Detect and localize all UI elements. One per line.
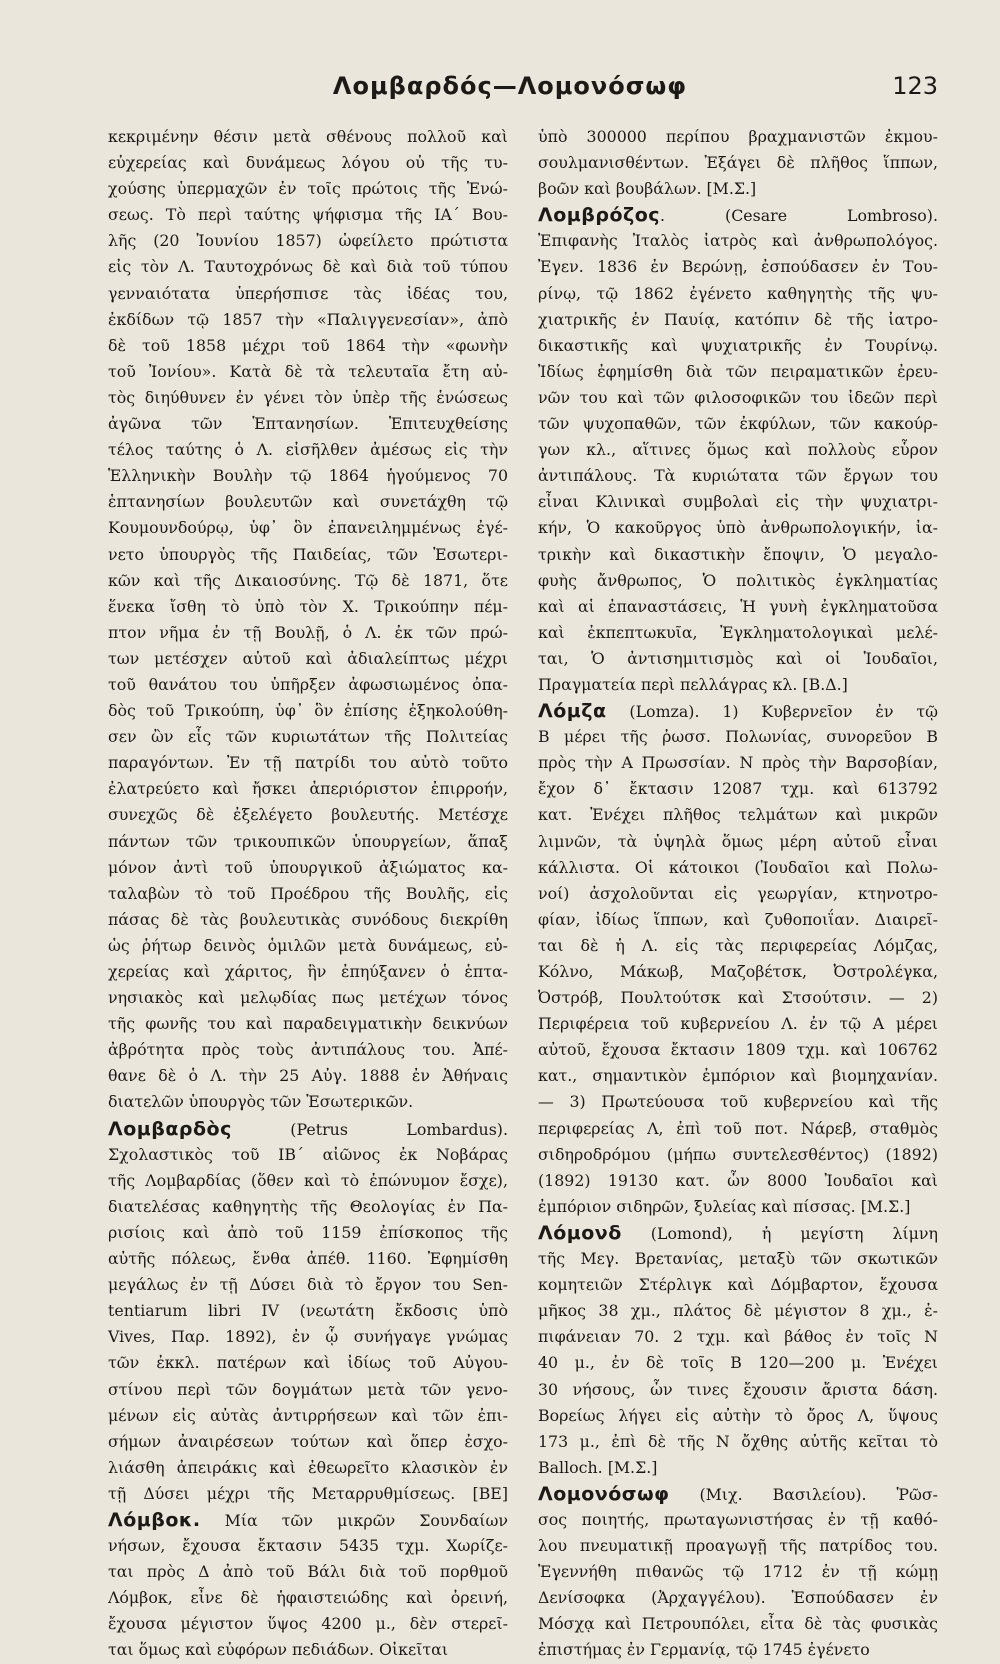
line-text: κάλλιστα. Οἱ κάτοικοι (Ἰουδαῖοι καὶ Πολω- bbox=[538, 857, 938, 877]
line-text: ται ὅμως καὶ εὐφόρων πεδιάδων. Οἰκεῖται bbox=[108, 1640, 449, 1660]
text-line bbox=[538, 1298, 938, 1324]
text-line bbox=[538, 620, 938, 646]
text-line bbox=[108, 855, 508, 881]
line-text: γων κλ., αἵτινες ὅμως καὶ πολλοὺς εὗρον bbox=[538, 440, 938, 460]
text-line bbox=[538, 1611, 938, 1637]
text-line bbox=[538, 594, 938, 620]
line-text: τοῦ Ἰονίου». Κατὰ δὲ τὰ τελευταῖα ἔτη αὐ- bbox=[108, 361, 508, 381]
text-line bbox=[108, 1455, 508, 1481]
text-line bbox=[108, 1142, 508, 1168]
text-line bbox=[108, 359, 508, 385]
line-text: δὸς τοῦ Τρικούπη, ὑφ᾽ ὃν ἐπίσης ἐξηκολούθη- bbox=[108, 701, 508, 721]
line-text: πάντων τῶν τρικουπικῶν ὑπουργείων, ἅπαξ bbox=[108, 831, 508, 851]
text-line bbox=[108, 515, 508, 541]
text-line bbox=[538, 933, 938, 959]
line-text: νετο ὑπουργὸς τῆς Παιδείας, τῶν Ἐσωτερι- bbox=[108, 544, 508, 564]
text-line bbox=[538, 672, 938, 698]
text-line bbox=[108, 1298, 508, 1324]
line-text: (Lomond), ἡ μεγίστη λίμνη bbox=[621, 1223, 938, 1243]
line-text: 40 μ., ἐν δὲ τοῖς Β 120—200 μ. Ἐνέχει bbox=[538, 1353, 938, 1373]
line-text: Vives, Παρ. 1892), ἐν ᾧ συνήγαγε γνώμας bbox=[108, 1327, 508, 1347]
text-line bbox=[538, 907, 938, 933]
text-line bbox=[538, 1272, 938, 1298]
line-text: Β μέρει τῆς ῥωσσ. Πολωνίας, συνορεῦον Β bbox=[538, 727, 938, 747]
line-text: Balloch. [Μ.Σ.] bbox=[538, 1457, 658, 1477]
left-column bbox=[108, 124, 508, 1664]
text-line bbox=[538, 568, 938, 594]
text-line bbox=[538, 411, 938, 437]
text-line bbox=[538, 1037, 938, 1063]
text-line bbox=[108, 750, 508, 776]
line-text: μεγάλως ἐν τῇ Δύσει διὰ τὸ ἔργον του Sen- bbox=[108, 1275, 508, 1295]
line-text: Ἑλληνικὴν Βουλὴν τῷ 1864 ἡγούμενος 70 bbox=[108, 466, 508, 486]
text-line bbox=[108, 1089, 508, 1115]
line-text: μένων εἰς αὐτὰς ἀντιρρήσεων καὶ τῶν ἐπι- bbox=[108, 1405, 508, 1425]
line-text: καὶ αἱ ἐπαναστάσεις, Ἡ γυνὴ ἐγκληματοῦσα bbox=[538, 596, 938, 616]
text-line bbox=[108, 437, 508, 463]
line-text: Σχολαστικὸς τοῦ ΙΒ΄ αἰῶνος ἐκ Νοβάρας bbox=[108, 1144, 508, 1164]
line-text: τέλος ταύτης ὁ Λ. εἰσῆλθεν ἀμέσως εἰς τὴν bbox=[108, 440, 508, 460]
text-line bbox=[108, 1194, 508, 1220]
line-text: Ἐγεννήθη πιθανῶς τῷ 1712 ἐν τῇ κώμῃ bbox=[538, 1562, 938, 1582]
line-text: μῆκος 38 χμ., πλάτος δὲ μέγιστον 8 χμ., ἐ- bbox=[538, 1301, 938, 1321]
text-line bbox=[538, 1011, 938, 1037]
line-text: νοί) ἀσχολοῦνται εἰς γεωργίαν, κτηνοτρο- bbox=[538, 883, 938, 903]
line-text: σος ποιητής, πρωταγωνιστήσας ἐν τῇ καθό- bbox=[538, 1509, 938, 1529]
line-text: εἶναι Κλινικαὶ συμβολαὶ εἰς τὴν ψυχιατρι- bbox=[538, 492, 938, 512]
line-text: (Petrus Lombardus). bbox=[231, 1119, 508, 1139]
line-text: Λόμβοκ, εἶνε δὲ ἡφαιστειώδης καὶ ὀρεινή, bbox=[108, 1588, 508, 1608]
text-line bbox=[538, 1377, 938, 1403]
line-text: ρίνῳ, τῷ 1862 ἐγένετο καθηγητὴς τῆς ψυ- bbox=[538, 283, 938, 303]
line-text: χούσης ὑπερμαχῶν ἐν τοῖς πρώτοις τῆς Ἑνώ- bbox=[108, 179, 508, 199]
line-text: πάσας δὲ τὰς βουλευτικὰς συνόδους διεκρίθη bbox=[108, 909, 508, 929]
text-line bbox=[538, 542, 938, 568]
line-text: χιατρικῆς ἐν Παυίᾳ, κατόπιν δὲ τῆς ἰατρο- bbox=[538, 309, 938, 329]
line-text: ἐμπόριον σιδηρῶν, ξυλείας καὶ πίσσας. [Μ.Σ.] bbox=[538, 1196, 911, 1216]
text-line bbox=[538, 176, 938, 202]
text-line bbox=[108, 1559, 508, 1585]
line-text: Πραγματεία περὶ πελλάγρας κλ. [Β.Δ.] bbox=[538, 674, 848, 694]
line-text: βοῶν καὶ βουβάλων. [Μ.Σ.] bbox=[538, 179, 757, 199]
line-text: 173 μ., ἐπὶ δὲ τῆς Ν ὄχθης αὐτῆς κεῖται τὸ bbox=[538, 1431, 938, 1451]
line-text: θανε δὲ ὁ Λ. τὴν 25 Αὐγ. 1888 ἐν Ἀθήναις bbox=[108, 1066, 508, 1086]
line-text: ἔχουσα μέγιστον ὕψος 4200 μ., δὲν στερεῖ- bbox=[108, 1614, 508, 1634]
text-line bbox=[108, 1507, 508, 1533]
text-line bbox=[108, 594, 508, 620]
line-text: πρὸς τὴν Α Πρωσσίαν. Ν πρὸς τὴν Βαρσοβίαν, bbox=[538, 753, 938, 773]
text-line bbox=[108, 698, 508, 724]
text-line bbox=[108, 672, 508, 698]
text-line bbox=[108, 568, 508, 594]
text-line bbox=[538, 1324, 938, 1350]
line-text: φυὴς ἄνθρωπος, Ὁ πολιτικὸς ἐγκληματίας bbox=[538, 570, 938, 590]
line-text: σιδηροδρόμου (μήπω συντελεσθέντος) (1892) bbox=[538, 1144, 938, 1164]
text-line bbox=[108, 1585, 508, 1611]
text-line bbox=[108, 1272, 508, 1298]
text-line bbox=[538, 1559, 938, 1585]
right-column bbox=[538, 124, 938, 1664]
entry-headword: Λόμονδ bbox=[538, 1221, 622, 1244]
text-line bbox=[538, 1455, 938, 1481]
line-text: σουλμανισθέντων. Ἐξάγει δὲ πλῆθος ἵππων, bbox=[538, 153, 938, 173]
entry-headword: Λόμζα bbox=[538, 700, 607, 723]
line-text: σεως. Τὸ περὶ ταύτης ψήφισμα τῆς ΙΑ΄ Βου- bbox=[108, 205, 508, 225]
entry-headword: Λομονόσωφ bbox=[538, 1482, 670, 1505]
entry-headword: Λομβαρδὸς bbox=[108, 1117, 232, 1140]
text-line bbox=[538, 1220, 938, 1246]
text-line bbox=[108, 881, 508, 907]
line-text: κομητειῶν Στέρλιγκ καὶ Δόμβαρτον, ἔχουσα bbox=[538, 1275, 938, 1295]
line-text: στίνου περὶ τῶν δογμάτων μετὰ τῶν γενο- bbox=[108, 1379, 508, 1399]
line-text: ται δὲ ἡ Λ. εἰς τὰς περιφερείας Λόμζας, bbox=[538, 935, 938, 955]
text-line bbox=[108, 281, 508, 307]
line-text: ἀβρότητα πρὸς τοὺς ἀντιπάλους του. Ἀπέ- bbox=[108, 1040, 508, 1060]
text-line bbox=[108, 1116, 508, 1142]
line-text: τῇ Δύσει μέχρι τῆς Μεταρρυθμίσεως. [ΒΕ] bbox=[108, 1483, 508, 1503]
text-line bbox=[108, 1403, 508, 1429]
text-line bbox=[538, 359, 938, 385]
text-line bbox=[538, 1168, 938, 1194]
text-line bbox=[108, 542, 508, 568]
text-line bbox=[108, 1377, 508, 1403]
line-text: πιφάνειαν 70. 2 τχμ. καὶ βάθος ἐν τοῖς Ν bbox=[538, 1327, 938, 1347]
text-line bbox=[538, 1116, 938, 1142]
text-line bbox=[538, 1063, 938, 1089]
text-line bbox=[538, 254, 938, 280]
line-text: των μετέσχεν αὐτοῦ καὶ ἀδιαλείπτως μέχρι bbox=[108, 648, 508, 668]
text-line bbox=[108, 985, 508, 1011]
line-text: τῆς Μεγ. Βρετανίας, μεταξὺ τῶν σκωτικῶν bbox=[538, 1249, 938, 1269]
text-line bbox=[538, 985, 938, 1011]
line-text: μόνον ἀντὶ τοῦ ὑπουργικοῦ ἀξιώματος κα- bbox=[108, 857, 508, 877]
text-line bbox=[538, 1142, 938, 1168]
text-line bbox=[108, 776, 508, 802]
line-text: εἰς τὸν Λ. Ταυτοχρόνως δὲ καὶ διὰ τοῦ τύπου bbox=[108, 257, 508, 277]
text-line bbox=[538, 228, 938, 254]
text-line bbox=[108, 385, 508, 411]
line-text: Μία τῶν μικρῶν Σουνδαίων bbox=[200, 1510, 508, 1530]
line-text: Ἐγεν. 1836 ἐν Βερώνῃ, ἐσπούδασεν ἐν Του- bbox=[538, 257, 938, 277]
line-text: πτον νῆμα ἐν τῇ Βουλῇ, ὁ Λ. ἐκ τῶν πρώ- bbox=[108, 622, 508, 642]
text-line bbox=[538, 281, 938, 307]
line-text: αὐτοῦ, ἔχουσα ἔκτασιν 1809 τχμ. καὶ 106762 bbox=[538, 1040, 938, 1060]
line-text: Κουμουνδούρῳ, ὑφ᾽ ὃν ἐπανειλημμένως ἐγέ- bbox=[108, 518, 508, 538]
text-line bbox=[108, 333, 508, 359]
line-text: δὲ τοῦ 1858 μέχρι τοῦ 1864 τὴν «φωνὴν bbox=[108, 335, 508, 355]
page-number: 123 bbox=[892, 72, 938, 100]
text-line bbox=[108, 1533, 508, 1559]
line-text: ταλαβὼν τὸ τοῦ Προέδρου τῆς Βουλῆς, εἰς bbox=[108, 883, 508, 903]
running-header: Λομβαρδός—Λομονόσωφ bbox=[332, 72, 688, 100]
text-line bbox=[538, 1507, 938, 1533]
entry-headword: Λόμβοκ. bbox=[108, 1508, 201, 1531]
line-text: ἐπιστήμας ἐν Γερμανίᾳ, τῷ 1745 ἐγένετο bbox=[538, 1640, 870, 1660]
line-text: διατελέσας καθηγητὴς τῆς Θεολογίας ἐν Πα- bbox=[108, 1196, 508, 1216]
text-line bbox=[108, 1168, 508, 1194]
text-line bbox=[538, 698, 938, 724]
line-text: παραγόντων. Ἐν τῇ πατρίδι του αὐτὸ τοῦτο bbox=[108, 753, 508, 773]
text-line bbox=[108, 228, 508, 254]
text-line bbox=[108, 202, 508, 228]
text-line bbox=[108, 1350, 508, 1376]
line-text: ἑπτανησίων βουλευτῶν καὶ συνετάχθη τῷ bbox=[108, 492, 508, 512]
line-text: Περιφέρεια τοῦ κυβερνείου Λ. ἐν τῷ Α μέρει bbox=[538, 1014, 938, 1034]
line-text: φίαν, ἰδίως ἵππων, καὶ ζυθοποιΐαν. Διαιρεῖ- bbox=[538, 909, 938, 929]
line-text: τοῦ θανάτου του ὑπῆρξεν ἀφωσιωμένος ὀπα- bbox=[108, 674, 508, 694]
text-line bbox=[108, 620, 508, 646]
text-line bbox=[538, 881, 938, 907]
entry-headword: Λομβρόζος bbox=[538, 204, 661, 227]
text-line bbox=[108, 959, 508, 985]
line-text: διατελῶν ὑπουργὸς τῶν Ἐσωτερικῶν. bbox=[108, 1092, 414, 1112]
text-line bbox=[108, 1324, 508, 1350]
text-line bbox=[538, 1429, 938, 1455]
line-text: Κόλνο, Μάκωβ, Μαζοβέτσκ, Ὀστρολέγκα, bbox=[538, 962, 938, 981]
text-line bbox=[538, 1585, 938, 1611]
line-text: δικαστικῆς καὶ ψυχιατρικῆς ἐν Τουρίνῳ. bbox=[538, 335, 938, 355]
text-line bbox=[538, 1481, 938, 1507]
text-line bbox=[108, 724, 508, 750]
line-text: περιφερείας Λ, ἐπὶ τοῦ ποτ. Νάρεβ, σταθμὸς bbox=[538, 1118, 938, 1138]
line-text: ὡς ῥήτωρ δεινὸς ὁμιλῶν μετὰ δυνάμεως, εὐ- bbox=[108, 935, 508, 955]
text-line bbox=[538, 829, 938, 855]
text-line bbox=[108, 829, 508, 855]
text-line bbox=[108, 176, 508, 202]
line-text: γενναιότατα ὑπερήσπισε τὰς ἰδέας του, bbox=[108, 283, 508, 303]
text-line bbox=[108, 646, 508, 672]
line-text: ἀντιπάλους. Τὰ κυριώτατα τῶν ἔργων του bbox=[538, 466, 938, 486]
line-text: ἐκδίδων τῷ 1857 τὴν «Παλιγγενεσίαν», ἀπὸ bbox=[108, 309, 508, 329]
line-text: κήν, Ὁ κακοῦργος ὑπὸ ἀνθρωπολογικήν, ἰα- bbox=[538, 518, 938, 538]
text-line bbox=[108, 1429, 508, 1455]
text-line bbox=[538, 307, 938, 333]
line-text: λιμνῶν, τὰ ὑψηλὰ ὅμως μέρη αὐτοῦ εἶναι bbox=[538, 831, 938, 851]
line-text: (1892) 19130 κατ. ὧν 8000 Ἰουδαῖοι καὶ bbox=[538, 1170, 938, 1190]
text-line bbox=[108, 411, 508, 437]
text-line bbox=[538, 855, 938, 881]
text-line bbox=[538, 750, 938, 776]
line-text: εὐχερείας καὶ δυνάμεως λόγου οὐ τῆς τυ- bbox=[108, 153, 508, 173]
line-text: νῶν του καὶ τῶν φιλοσοφικῶν του ἰδεῶν περὶ bbox=[538, 387, 938, 407]
line-text: νησιακὸς καὶ μελῳδίας πως μετέχων τόνος bbox=[108, 988, 508, 1008]
text-line bbox=[538, 802, 938, 828]
line-text: σεν ὢν εἷς τῶν κυριωτάτων τῆς Πολιτείας bbox=[108, 727, 508, 747]
text-line bbox=[538, 124, 938, 150]
text-line bbox=[538, 1350, 938, 1376]
line-text: ὑπὸ 300000 περίπου βραχμανιστῶν ἐκμου- bbox=[538, 127, 938, 146]
line-text: ἀγῶνα τῶν Ἑπτανησίων. Ἐπιτευχθείσης bbox=[108, 414, 508, 434]
text-line bbox=[538, 776, 938, 802]
line-text: τὸς διηύθυνεν ἐν γένει τὸν ὑπὲρ τῆς ἑνώσεως bbox=[108, 387, 508, 407]
line-text: Βορείως λήγει εἰς αὐτὴν τὸ ὄρος Λ, ὕψους bbox=[538, 1405, 938, 1425]
line-text: σήμων ἀναιρέσεων τούτων καὶ ὅπερ ἐσχο- bbox=[108, 1431, 508, 1451]
line-text: κῶν καὶ τῆς Δικαιοσύνης. Τῷ δὲ 1871, ὅτε bbox=[108, 570, 508, 590]
line-text: τῆς Λομβαρδίας (ὅθεν καὶ τὸ ἐπώνυμον ἔσχε), bbox=[108, 1170, 508, 1190]
line-text: νήσων, ἔχουσα ἔκτασιν 5435 τχμ. Χωρίζε- bbox=[108, 1536, 508, 1556]
text-line bbox=[538, 1637, 938, 1663]
text-line bbox=[538, 333, 938, 359]
line-text: Ἰδίως ἐφημίσθη διὰ τῶν πειραματικῶν ἐρευ- bbox=[538, 361, 938, 381]
line-text: (Lomza). 1) Κυβερνεῖον ἐν τῷ bbox=[606, 702, 938, 722]
line-text: Δενίσοφκα (Ἀρχαγγέλου). Ἐσπούδασεν ἐν bbox=[538, 1588, 938, 1608]
line-text: Μόσχᾳ καὶ Πετρουπόλει, εἶτα δὲ τὰς φυσικὰς bbox=[538, 1614, 938, 1634]
line-text: λιάσθη ἀπειράκις καὶ ἐθεωρεῖτο κλασικὸν ἐν bbox=[108, 1457, 508, 1477]
line-text: ἐλατρεύετο καὶ ἤσκει ἀπεριόριστον ἐπιρροήν, bbox=[108, 779, 508, 799]
text-line bbox=[108, 1637, 508, 1663]
text-line bbox=[538, 1533, 938, 1559]
text-line bbox=[108, 1063, 508, 1089]
line-text: κατ. Ἐνέχει πλῆθος τελμάτων καὶ μικρῶν bbox=[538, 805, 938, 825]
text-line bbox=[108, 1246, 508, 1272]
text-line bbox=[108, 489, 508, 515]
text-line bbox=[108, 1220, 508, 1246]
line-text: τῶν ψυχοπαθῶν, τῶν ἐκφύλων, τῶν κακούρ- bbox=[538, 414, 938, 434]
line-text: ται πρὸς Δ ἀπὸ τοῦ Βάλι διὰ τοῦ πορθμοῦ bbox=[108, 1562, 508, 1582]
line-text: τρικὴν καὶ δικαστικὴν ἔποψιν, Ὁ μεγαλο- bbox=[538, 544, 938, 564]
text-line bbox=[538, 724, 938, 750]
line-text: — 3) Πρωτεύουσα τοῦ κυβερνείου καὶ τῆς bbox=[538, 1092, 938, 1112]
text-line bbox=[538, 489, 938, 515]
text-line bbox=[538, 437, 938, 463]
line-text: Ὀστρόβ, Πουλτούτσκ καὶ Στσούτσιν. — 2) bbox=[538, 988, 938, 1008]
text-line bbox=[538, 959, 938, 985]
text-line bbox=[108, 124, 508, 150]
line-text: ἔχον δ᾽ ἔκτασιν 12087 τχμ. καὶ 613792 bbox=[538, 779, 938, 799]
text-line bbox=[538, 1089, 938, 1115]
line-text: λῆς (20 Ἰουνίου 1857) ὠφείλετο πρώτιστα bbox=[108, 231, 508, 251]
text-line bbox=[108, 150, 508, 176]
line-text: χερείας καὶ χάριτος, ἣν ἐπηύξανεν ὁ ἑπτα- bbox=[108, 962, 508, 981]
text-line bbox=[538, 1403, 938, 1429]
text-line bbox=[538, 463, 938, 489]
line-text: (Μιχ. Βασιλείου). Ῥῶσ- bbox=[669, 1484, 938, 1504]
line-text: τῆς φωνῆς του καὶ παραδειγματικὴν δεικνύων bbox=[108, 1014, 508, 1034]
line-text: τῶν ἐκκλ. πατέρων καὶ ἰδίως τοῦ Αὐγου- bbox=[108, 1353, 508, 1373]
line-text: ἕνεκα ἴσθη τὸ ὑπὸ τὸν Χ. Τρικούπην πέμ- bbox=[108, 596, 508, 616]
line-text: καὶ ἐκπεπτωκυῖα, Ἐγκληματολογικαὶ μελέ- bbox=[538, 622, 938, 642]
text-line bbox=[538, 1194, 938, 1220]
line-text: tentiarum libri IV (νεωτάτη ἔκδοσις ὑπὸ bbox=[108, 1301, 508, 1321]
text-line bbox=[108, 1037, 508, 1063]
line-text: ρισίοις καὶ ἀπὸ τοῦ 1159 ἐπίσκοπος τῆς bbox=[108, 1222, 508, 1242]
text-line bbox=[108, 463, 508, 489]
line-text: 30 νήσους, ὧν τινες ἔχουσιν ἄριστα δάση. bbox=[538, 1379, 938, 1399]
text-line bbox=[538, 515, 938, 541]
text-line bbox=[108, 1011, 508, 1037]
text-line bbox=[108, 933, 508, 959]
line-text: συνεχῶς δὲ ἐξελέγετο βουλευτής. Μετέσχε bbox=[108, 805, 508, 825]
line-text: Ἐπιφανὴς Ἰταλὸς ἰατρὸς καὶ ἀνθρωπολόγος. bbox=[538, 231, 938, 251]
text-line bbox=[108, 1481, 508, 1507]
text-line bbox=[108, 907, 508, 933]
line-text: λου πνευματικῇ προαγωγῇ τῆς πατρίδος του. bbox=[538, 1536, 938, 1556]
text-line bbox=[108, 802, 508, 828]
line-text: . (Cesare Lombroso). bbox=[660, 206, 938, 226]
line-text: κατ., σημαντικὸν ἐμπόριον καὶ βιομηχανίαν. bbox=[538, 1066, 938, 1086]
text-line bbox=[538, 385, 938, 411]
text-line bbox=[108, 254, 508, 280]
text-line bbox=[538, 1246, 938, 1272]
line-text: κεκριμένην θέσιν μετὰ σθένους πολλοῦ καὶ bbox=[108, 127, 508, 146]
text-line bbox=[538, 202, 938, 228]
text-line bbox=[538, 646, 938, 672]
text-line bbox=[108, 1611, 508, 1637]
text-line bbox=[108, 307, 508, 333]
line-text: αὐτῆς πόλεως, ἔνθα ἀπέθ. 1160. Ἐφημίσθη bbox=[108, 1249, 508, 1269]
text-line bbox=[538, 150, 938, 176]
line-text: ται, Ὁ ἀντισημιτισμὸς καὶ οἱ Ἰουδαῖοι, bbox=[538, 648, 938, 668]
